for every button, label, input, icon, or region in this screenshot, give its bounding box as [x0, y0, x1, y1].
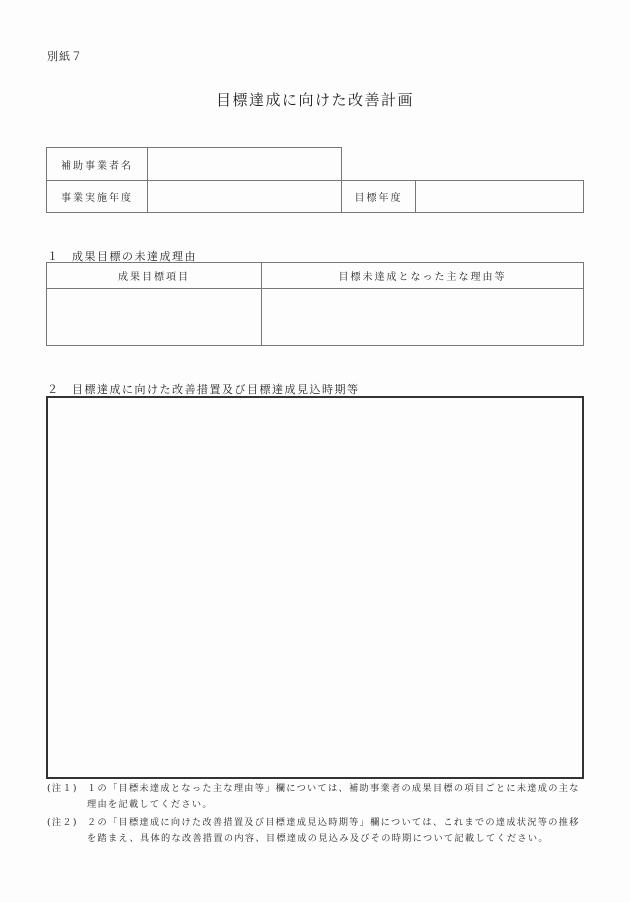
implementation-year-field[interactable]: [147, 180, 342, 213]
implementation-year-label: 事業実施年度: [46, 180, 148, 213]
column-header-reason: 目標未達成となった主な理由等: [261, 262, 584, 289]
page-title: 目標達成に向けた改善計画: [215, 91, 414, 109]
improvement-plan-field[interactable]: [46, 396, 584, 779]
operator-name-label: 補助事業者名: [46, 147, 148, 181]
note-1: [47, 781, 587, 813]
note-2-text: ２の「目標達成に向けた改善措置及び目標達成見込時期等」欄については、これまでの達成状況等の推移を踏まえ、具体的な改善措置の内容、目標達成の見込み及びその時期について記載してください。: [87, 817, 580, 844]
annex-label: 別紙７: [47, 50, 83, 63]
note-2: [47, 815, 587, 847]
reason-field[interactable]: [261, 288, 584, 346]
note-1-label: (注１): [47, 783, 78, 794]
note-1-text: １の「目標未達成となった主な理由等」欄については、補助事業者の成果目標の項目ごとに未達成の主な理由を記載してください。: [87, 783, 580, 810]
target-item-field[interactable]: [46, 288, 262, 346]
section2-heading: ２ 目標達成に向けた改善措置及び目標達成見込時期等: [47, 383, 360, 396]
target-year-field[interactable]: [415, 180, 584, 213]
operator-name-field[interactable]: [147, 147, 342, 181]
section1-heading: １ 成果目標の未達成理由: [47, 250, 197, 263]
column-header-target-item: 成果目標項目: [46, 262, 262, 289]
note-2-label: (注２): [47, 817, 78, 828]
target-year-label: 目標年度: [341, 180, 416, 213]
